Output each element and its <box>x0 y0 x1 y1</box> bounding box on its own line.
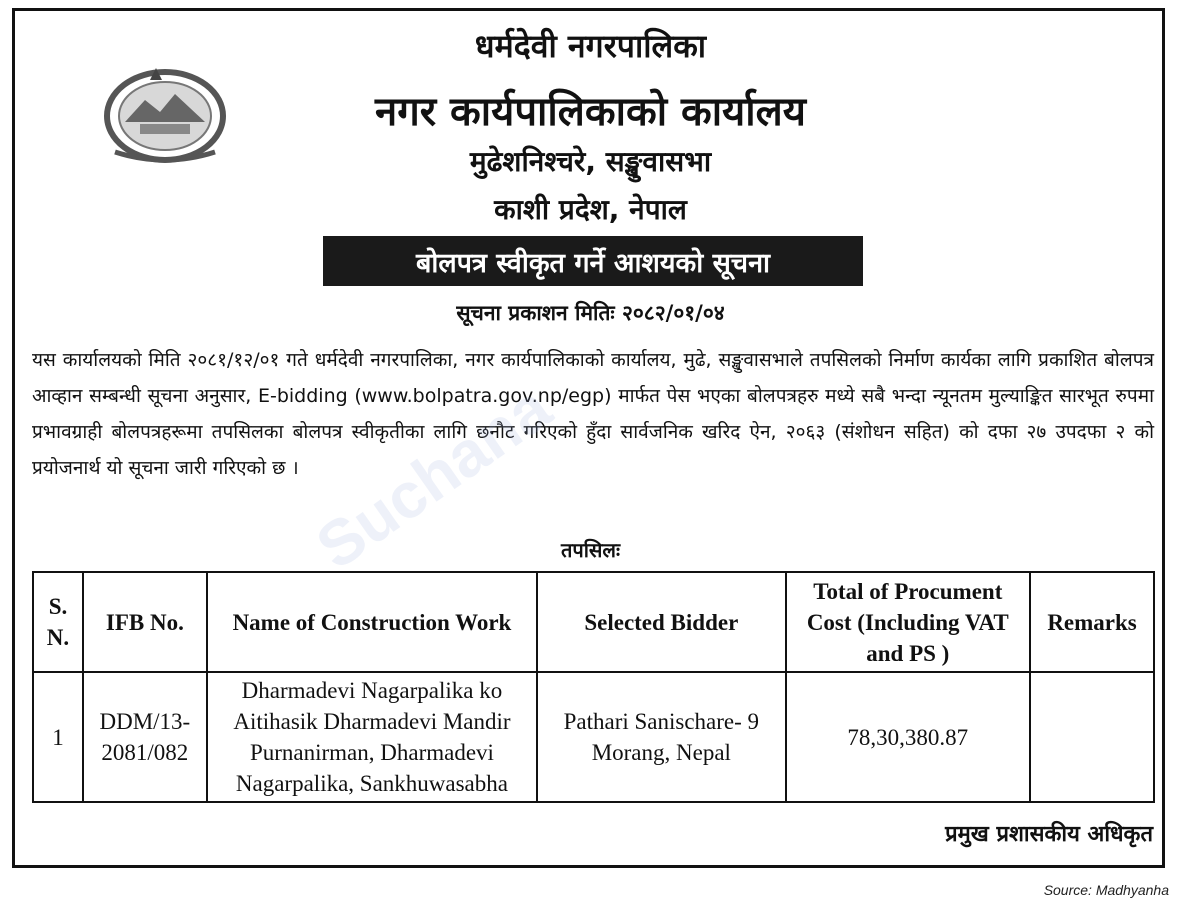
header-bidder: Selected Bidder <box>537 572 785 672</box>
source-credit: Source: Madhyanha <box>1043 882 1169 898</box>
notice-title: बोलपत्र स्वीकृत गर्ने आशयको सूचना <box>323 236 863 286</box>
header-work: Name of Construction Work <box>207 572 537 672</box>
watermark: Suchana <box>303 371 564 583</box>
header-cost: Total of Procument Cost (Including VAT and PS ) <box>786 572 1031 672</box>
cell-sn: 1 <box>33 672 83 802</box>
cell-remarks <box>1030 672 1154 802</box>
cell-ifb: DDM/13-2081/082 <box>83 672 207 802</box>
signatory-title: प्रमुख प्रशासकीय अधिकृत <box>945 822 1153 847</box>
province-country: काशी प्रदेश, नेपाल <box>494 193 687 226</box>
notice-body: यस कार्यालयको मिति २०८१/१२/०१ गते धर्मदेवी नगरपालिका, नगर कार्यपालिकाको कार्यालय, मुढे, सङ्खुवासभाले तपसिलको निर्माण कार्यका लागि प्रकाशित बोलपत्र आव्हान सम्बन्धी सूचना अनुसार, E-bidding (www.bolpatra.gov.np/egp) मार्फत पेस भएका बोलपत्रहरु मध्ये सबै भन्दा न्यूनतम मुल्याङ्कित सारभूत रुपमा प्रभावग्राही बोलपत्रहरूमा तपसिलका बोलपत्र स्वीकृतीका लागि छनौट गरिएको हुँदा सार्वजनिक खरिद ऐन, २०६३ (संशोधन सहित) को दफा २७ उपदफा २ को प्रयोजनार्थ यो सूचना जारी गरिएको छ । <box>32 349 1154 479</box>
office-name: नगर कार्यपालिकाको कार्यालय <box>375 89 806 135</box>
header-ifb: IFB No. <box>83 572 207 672</box>
cell-work: Dharmadevi Nagarpalika ko Aitihasik Dharmadevi Mandir Purnanirman, Dharmadevi Nagarpalika, Sankhuwasabha <box>207 672 537 802</box>
office-location: मुढेशनिश्चरे, सङ्खुवासभा <box>469 145 712 178</box>
schedule-label: तपसिलः <box>560 538 621 562</box>
cell-bidder: Pathari Sanischare- 9 Morang, Nepal <box>537 672 785 802</box>
cell-cost: 78,30,380.87 <box>786 672 1031 802</box>
municipality-name: धर्मदेवी नगरपालिका <box>474 27 707 65</box>
table-header-row <box>33 572 1154 672</box>
table-row <box>33 672 1154 802</box>
header-remarks: Remarks <box>1030 572 1154 672</box>
header-sn: S. N. <box>33 572 83 672</box>
bid-table <box>32 571 1155 803</box>
publication-date: सूचना प्रकाशन मितिः २०८२/०१/०४ <box>456 301 725 325</box>
